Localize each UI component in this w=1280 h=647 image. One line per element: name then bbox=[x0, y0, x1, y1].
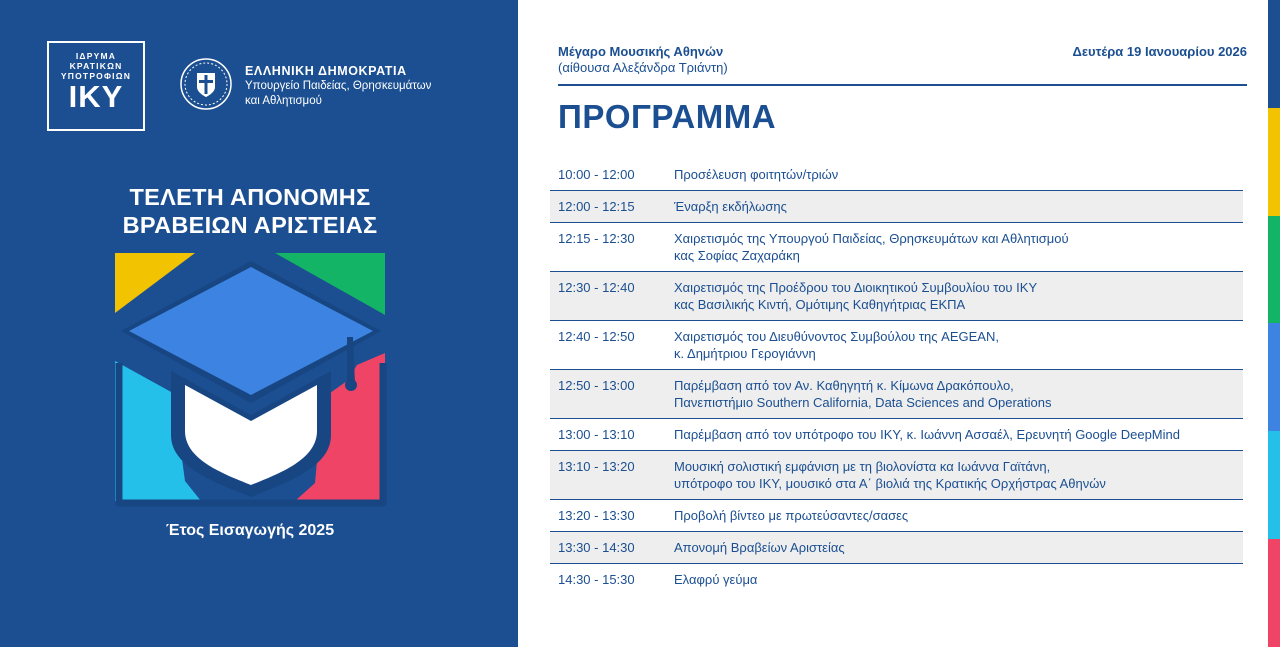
stripe-segment bbox=[1268, 323, 1280, 431]
schedule-description bbox=[674, 507, 1243, 524]
schedule-description bbox=[674, 377, 1243, 411]
iky-logo bbox=[47, 41, 145, 131]
logo-line-3: ΥΠΟΤΡΟΦΙΩΝ bbox=[60, 71, 132, 81]
program-title: ΠΡΟΓΡΑΜΜΑ bbox=[558, 98, 777, 135]
schedule-description-line: Παρέμβαση από τον υπότροφο του ΙΚΥ, κ. Ιωάννη Ασσαέλ, Ερευνητή Google DeepMind bbox=[674, 427, 1180, 442]
graduation-cap-badge-icon bbox=[115, 253, 387, 508]
schedule-description bbox=[674, 328, 1243, 362]
schedule-time: 14:30 - 15:30 bbox=[558, 572, 635, 587]
venue bbox=[558, 44, 728, 76]
schedule-time: 12:40 - 12:50 bbox=[558, 329, 635, 344]
venue-name: Μέγαρο Μουσικής Αθηνών bbox=[558, 44, 724, 59]
schedule-time: 12:30 - 12:40 bbox=[558, 280, 635, 295]
schedule-row bbox=[550, 321, 1243, 370]
header-divider bbox=[558, 84, 1247, 86]
ceremony-title-line-1: ΤΕΛΕΤΗ ΑΠΟΝΟΜΗΣ bbox=[129, 184, 371, 210]
schedule-description bbox=[674, 230, 1243, 264]
schedule-description-line: υπότροφο του ΙΚΥ, μουσικό στα Α΄ βιολιά της Κρατικής Ορχήστρας Αθηνών bbox=[674, 476, 1106, 491]
event-date: Δευτέρα 19 Ιανουαρίου 2026 bbox=[1072, 44, 1247, 59]
schedule-time: 13:30 - 14:30 bbox=[558, 540, 635, 555]
schedule-row bbox=[550, 451, 1243, 500]
schedule-description-line: κ. Δημήτριου Γερογιάννη bbox=[674, 346, 816, 361]
schedule-row bbox=[550, 159, 1243, 191]
program-panel bbox=[518, 0, 1268, 647]
schedule-description-line: Πανεπιστήμιο Southern California, Data Sciences and Operations bbox=[674, 395, 1052, 410]
admission-year: Έτος Εισαγωγής 2025 bbox=[165, 522, 335, 539]
schedule-row bbox=[550, 419, 1243, 451]
schedule-row bbox=[550, 564, 1243, 595]
logo-mark: ΙΚΥ bbox=[68, 79, 124, 114]
ministry-name: ΕΛΛΗΝΙΚΗ ΔΗΜΟΚΡΑΤΙΑ bbox=[245, 64, 407, 78]
stripe-segment bbox=[1268, 431, 1280, 539]
schedule-row bbox=[550, 532, 1243, 564]
schedule-description-line: Χαιρετισμός του Διευθύνοντος Συμβούλου της AEGEAN, bbox=[674, 329, 999, 344]
schedule-list bbox=[550, 159, 1243, 595]
schedule-description bbox=[674, 539, 1243, 556]
ceremony-title bbox=[0, 183, 500, 239]
schedule-description bbox=[674, 279, 1243, 313]
schedule-time: 13:00 - 13:10 bbox=[558, 427, 635, 442]
schedule-time: 12:00 - 12:15 bbox=[558, 199, 635, 214]
schedule-time: 13:10 - 13:20 bbox=[558, 459, 635, 474]
schedule-description bbox=[674, 198, 1243, 215]
schedule-description-line: Χαιρετισμός της Υπουργού Παιδείας, Θρησκευμάτων και Αθλητισμού bbox=[674, 231, 1069, 246]
stripe-segment bbox=[1268, 539, 1280, 647]
schedule-row bbox=[550, 191, 1243, 223]
greek-state-seal-icon bbox=[180, 58, 232, 110]
ministry-line-3: και Αθλητισμού bbox=[245, 95, 322, 107]
schedule-description-line: κας Βασιλικής Κιντή, Ομότιμης Καθηγήτριας ΕΚΠΑ bbox=[674, 297, 966, 312]
schedule-description-line: Προσέλευση φοιτητών/τριών bbox=[674, 167, 839, 182]
schedule-row bbox=[550, 370, 1243, 419]
schedule-row bbox=[550, 272, 1243, 321]
ministry-line-2: Υπουργείο Παιδείας, Θρησκευμάτων bbox=[245, 80, 432, 92]
schedule-description-line: κας Σοφίας Ζαχαράκη bbox=[674, 248, 800, 263]
schedule-time: 13:20 - 13:30 bbox=[558, 508, 635, 523]
left-panel bbox=[0, 0, 518, 647]
schedule-description-line: Παρέμβαση από τον Αν. Καθηγητή κ. Κίμωνα Δρακόπουλο, bbox=[674, 378, 1014, 393]
schedule-description bbox=[674, 426, 1243, 443]
ministry-text bbox=[245, 64, 431, 109]
schedule-description-line: Έναρξη εκδήλωσης bbox=[674, 199, 787, 214]
venue-hall: (αίθουσα Αλεξάνδρα Τριάντη) bbox=[558, 60, 728, 75]
stripe-segment bbox=[1268, 0, 1280, 108]
logo-line-2: ΚΡΑΤΙΚΩΝ bbox=[69, 61, 123, 71]
schedule-row bbox=[550, 223, 1243, 272]
schedule-row bbox=[550, 500, 1243, 532]
schedule-description-line: Ελαφρύ γεύμα bbox=[674, 572, 758, 587]
side-color-stripe bbox=[1268, 0, 1280, 647]
schedule-description bbox=[674, 458, 1243, 492]
schedule-description bbox=[674, 166, 1243, 183]
ceremony-title-line-2: ΒΡΑΒΕΙΩΝ ΑΡΙΣΤΕΙΑΣ bbox=[122, 212, 378, 238]
logo-line-1: ΙΔΡΥΜΑ bbox=[75, 51, 117, 61]
schedule-description-line: Μουσική σολιστική εμφάνιση με τη βιολονίστα κα Ιωάννα Γαϊτάνη, bbox=[674, 459, 1051, 474]
stripe-segment bbox=[1268, 108, 1280, 216]
schedule-time: 10:00 - 12:00 bbox=[558, 167, 635, 182]
schedule-time: 12:50 - 13:00 bbox=[558, 378, 635, 393]
schedule-description-line: Απονομή Βραβείων Αριστείας bbox=[674, 540, 845, 555]
stripe-segment bbox=[1268, 216, 1280, 324]
schedule-description bbox=[674, 571, 1243, 588]
schedule-description-line: Χαιρετισμός της Προέδρου του Διοικητικού Συμβουλίου του ΙΚΥ bbox=[674, 280, 1038, 295]
schedule-description-line: Προβολή βίντεο με πρωτεύσαντες/σασες bbox=[674, 508, 909, 523]
schedule-time: 12:15 - 12:30 bbox=[558, 231, 635, 246]
